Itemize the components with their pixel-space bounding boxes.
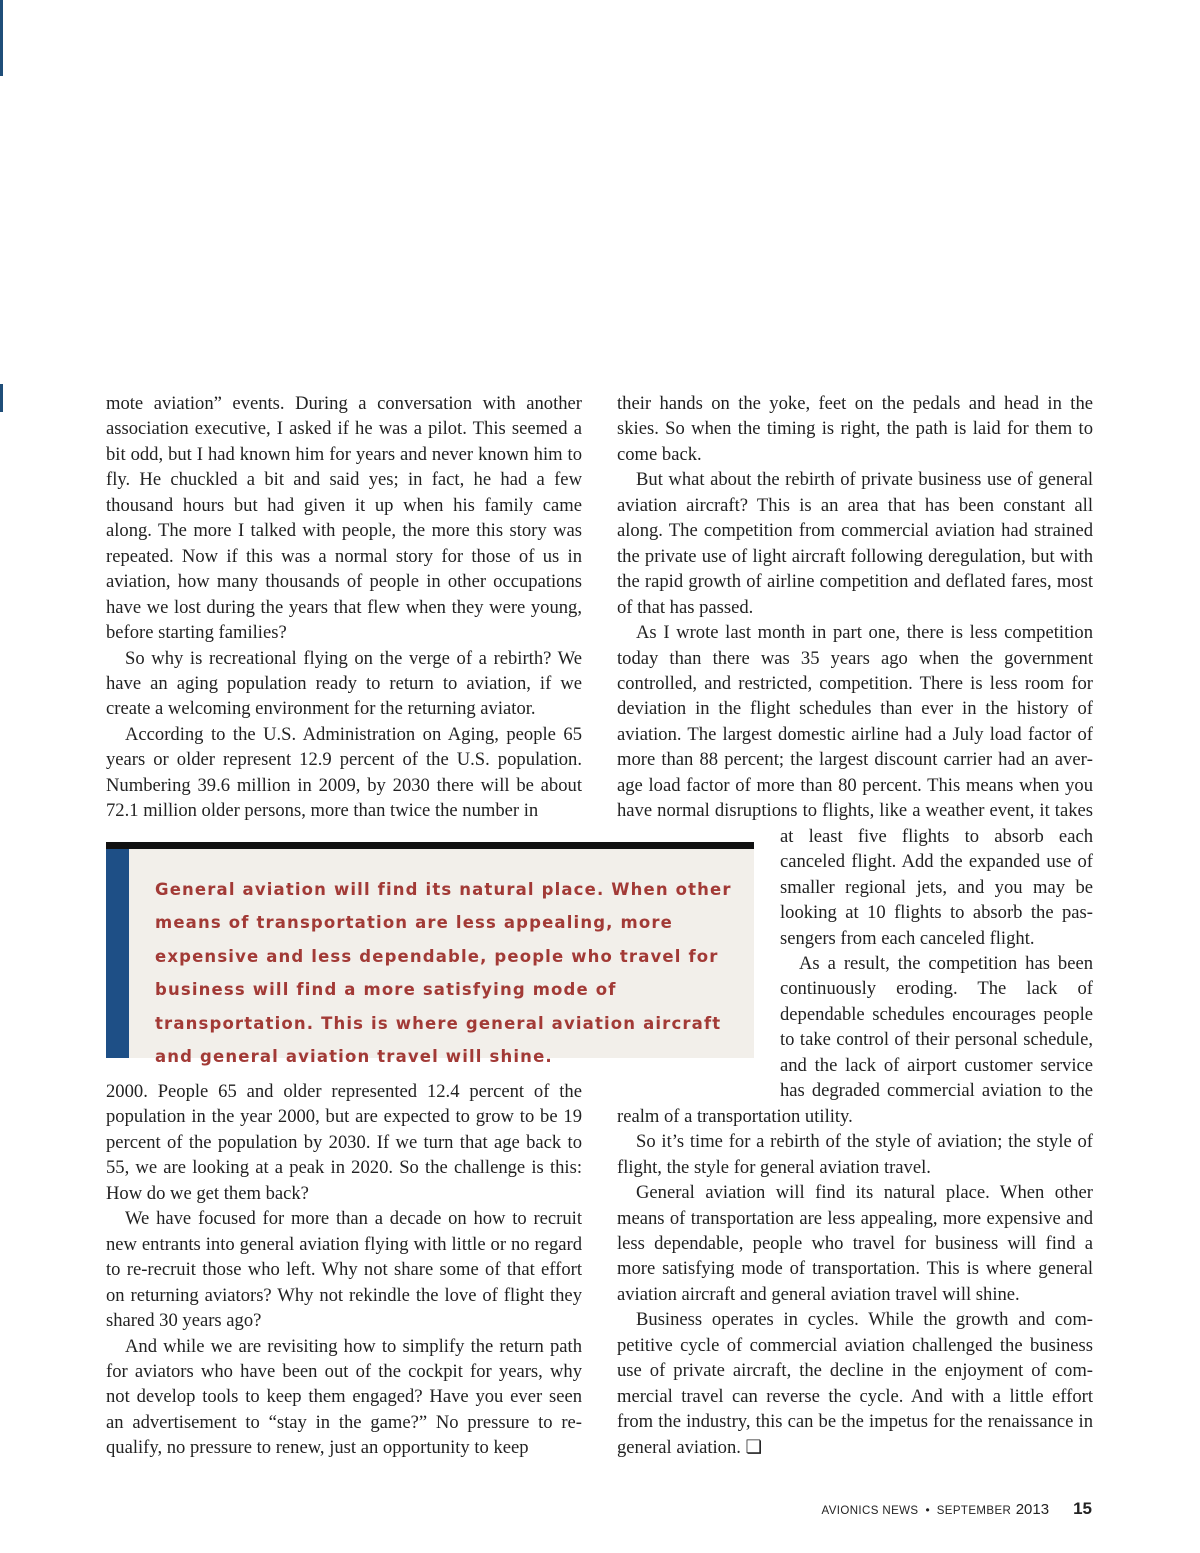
paragraph: Business operates in cycles. While the growth and competitive cycle of commercial aviation challenged the business use of private aircraft, the decline in the enjoyment of commercial travel can reverse the cycle. And with a little effort from the industry, this can be the impetus for the renaissance in general aviation. ❏ [617, 1309, 1093, 1458]
paragraph: So why is recreational flying on the verge of a rebirth? We have an aging population ready to return to aviation, if we create a welcoming environment for the returning aviator. [106, 647, 582, 720]
paragraph: their hands on the yoke, feet on the pedals and head in the skies. So when the timing is right, the path is laid for them to come back. [617, 393, 1093, 465]
paragraph: But what about the rebirth of private business use of general aviation aircraft? This is an area that has been constant all along. The competition from commercial aviation had strained the private use of light aircraft following deregulation, but with the rapid growth of airline competition and deflated fares, most of that has passed. [617, 469, 1093, 618]
paragraph: So it’s time for a rebirth of the style of aviation; the style of flight, the style for general aviation travel. [617, 1131, 1093, 1178]
paragraph: General aviation will find its natural place. When other means of transportation are less appealing, more expensive and less dependable, people who travel for business will find a more satisfying mode of transportation. This is where general aviation aircraft and general aviation travel will shine. [617, 1182, 1093, 1305]
footer-bullet: • [925, 1503, 930, 1517]
publication-name: AVIONICS NEWS [821, 1505, 919, 1517]
paragraph: 2000. People 65 and older represented 12.4 percent of the population in the year 2000, but are expected to grow to be 19 percent of the population by 2030. If we turn that age back to 55, we are looking at a peak in 2020. So the challenge is this: How do we get them back? [106, 1081, 582, 1204]
paragraph: According to the U.S. Administration on Aging, people 65 years or older represent 12.9 percent of the U.S. population. Numbering 39.6 million in 2009, by 2030 there will be about 72.1 million older persons, more than twice the number in [106, 723, 582, 822]
left-column-top [106, 391, 582, 824]
page-number: 15 [1073, 1499, 1092, 1518]
page-footer [822, 1499, 1093, 1519]
left-column-bottom [106, 1079, 582, 1461]
issue-year: 2013 [1015, 1501, 1050, 1518]
pull-quote-text: General aviation will find its natural place. When other means of transportation are less appealing, more expensive and less dependable, people who travel for business will find a more satisfying mode of transportation. This is where general aviation aircraft and general aviation travel will shine. [155, 880, 732, 1067]
wrap-spacer [617, 832, 780, 1079]
right-column [617, 391, 1093, 1460]
issue-month: SEPTEMBER [936, 1505, 1012, 1517]
page-edge-marker-top [0, 0, 3, 76]
page-edge-marker-middle [0, 384, 3, 412]
paragraph-text: As I wrote last month in part one, there is less competition today than there was 35 years ago when the government controlled, and restricted, competition. There is less room for deviation in the flight schedules than ever in the history of aviation. The largest domestic airline had a July load factor of more than 88 percent; the largest discount carrier had an average load factor of more than 80 percent. This means when you have normal disruptions to flights, like a weather event, it takes at least five flights to absorb each canceled flight. Add the expanded use of smaller regional jets, and you may be looking at 10 flights to absorb the passengers from each canceled flight. [617, 622, 1093, 949]
paragraph: We have focused for more than a decade on how to recruit new entrants into general aviation flying with little or no regard to re-recruit those who left. Why not share some of that effort on returning aviators? Why not rekindle the love of flight they shared 30 years ago? [106, 1208, 582, 1332]
paragraph: mote aviation” events. During a conversation with another association executive, I asked if he was a pilot. This seemed a bit odd, but I had known him for years and never known him to fly. He chuckled a bit and said yes; in fact, he had a few thousand hours but had given it up when his family came along. The more I talked with people, the more this story was repeated. Now if this was a normal story for those of us in aviation, how many thousands of people in other occupations have we lost during the years that flew when they were young, before starting families? [106, 393, 582, 644]
paragraph: And while we are revisiting how to simplify the return path for aviators who have been out of the cockpit for years, why not develop tools to keep them engaged? Have you ever seen an advertisement to “stay in the game?” No pressure to re-qualify, no pressure to renew, just an opportunity to keep [106, 1335, 582, 1459]
paragraph: As a result, the competition has been continuously eroding. The lack of dependable schedules encourages people to take control of their personal schedule, and the lack of airport customer service has degraded commercial aviation to the realm of a transportation utility. [617, 952, 1093, 1127]
pull-quote-accent-bar [106, 849, 129, 1058]
